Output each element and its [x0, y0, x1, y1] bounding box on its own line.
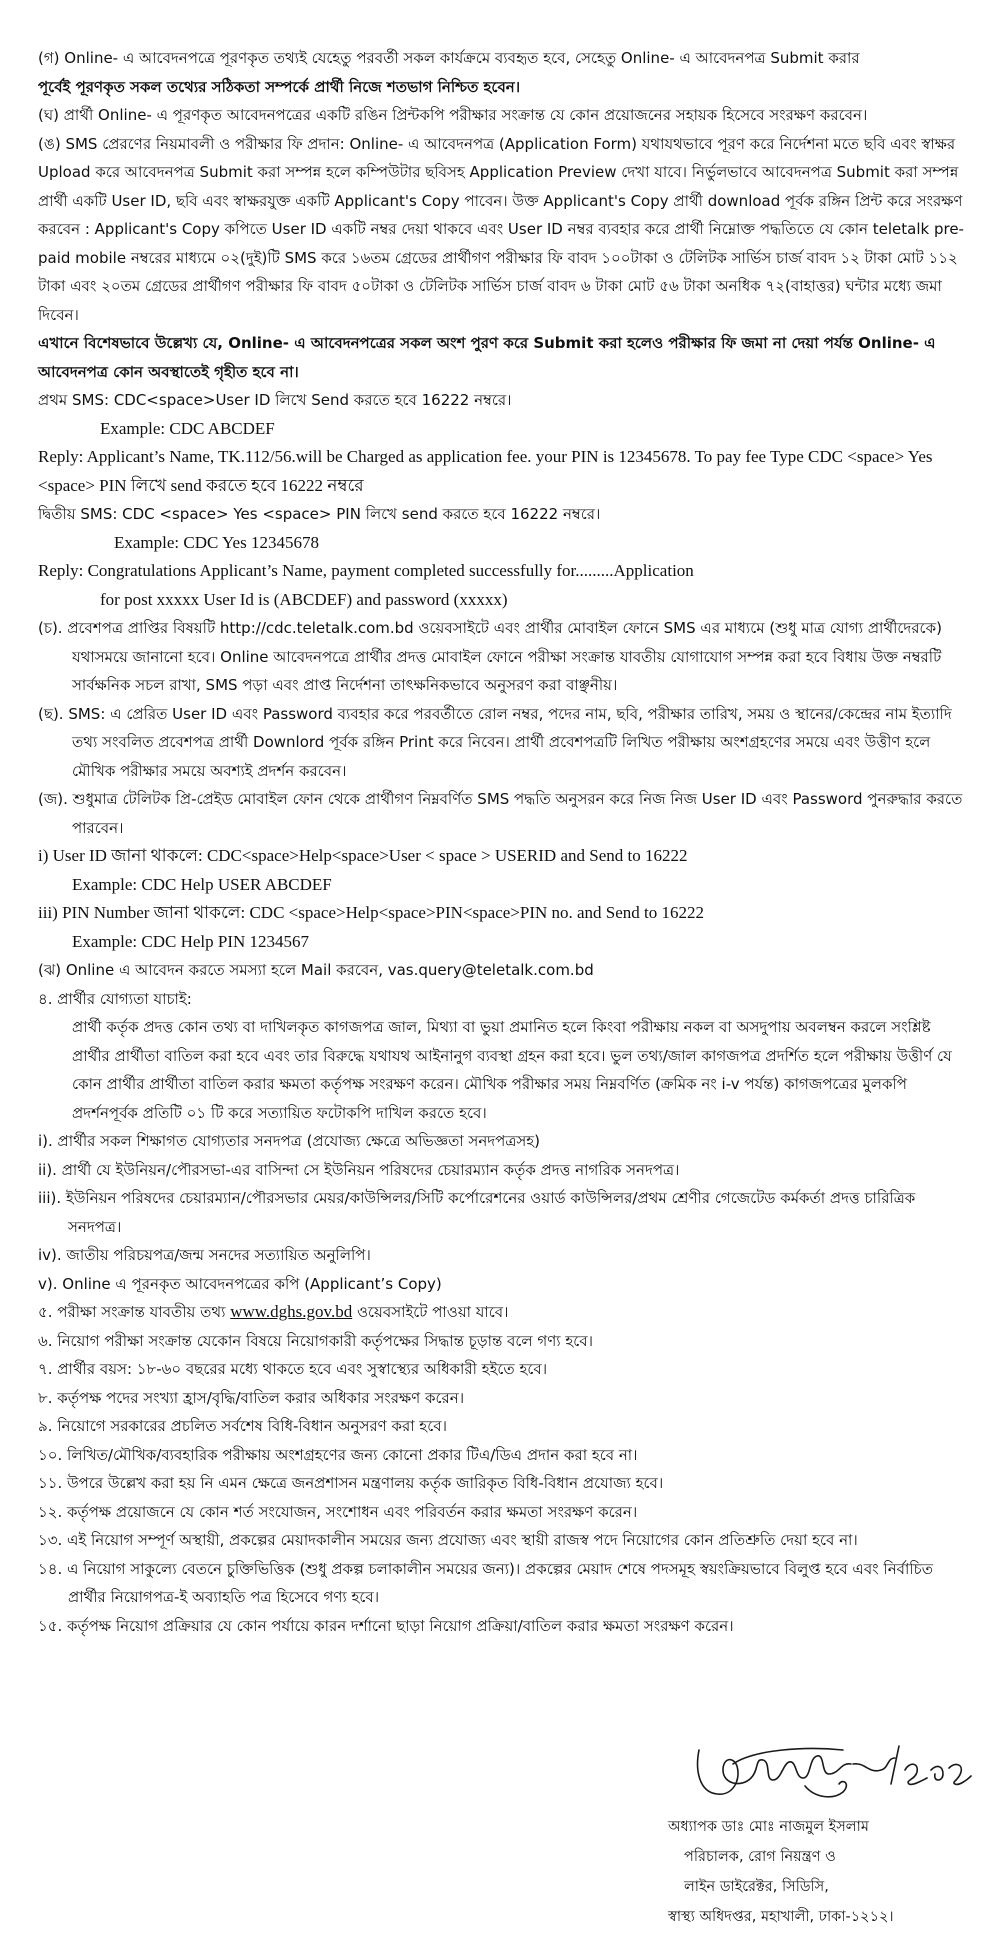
recovery-pin-example: Example: CDC Help PIN 1234567: [72, 931, 310, 951]
sms-second-example: Example: CDC Yes 12345678: [114, 532, 319, 552]
signatory-title-2: লাইন ডাইরেক্টর, সিডিসি,: [684, 1879, 829, 1895]
section4-item: ii). প্রার্থী যে ইউনিয়ন/পৌরসভা-এর বাসিন্দা সে ইউনিয়ন পরিষদের চেয়ারম্যান কর্তৃক প্রদত্ত নাগরিক সনদপত্র।: [38, 1160, 680, 1179]
para-jha: (ঝ) Online এ আবেদন করতে সমস্যা হলে Mail করবেন, vas.query@teletalk.com.bd: [38, 961, 594, 979]
para-chha: (ছ). SMS: এ প্রেরিত User ID এবং Password ব্যবহার করে পরবর্তীতে রোল নম্বর, পদের নাম, ছবি, পরীক্ষার তারিখ, সময় ও স্থানের/কেন্দ্রের নাম ইত্যাদি তথ্য সংবলিত প্রবেশপত্র প্রার্থী Downlord পূর্বক রঙ্গিন Print করে নিবেন। প্রার্থী প্রবেশপত্রটি লিখিত পরীক্ষায় অংশগ্রহণের সময়ে এবং উত্তীণ হলে মৌখিক পরীক্ষার সময়ে অবশ্যই প্রদর্শন করবেন।: [38, 704, 952, 780]
para-ja: (জ). শুধুমাত্র টেলিটক প্রি-প্রেইড মোবাইল ফোন থেকে প্রার্থীগণ নিম্নবর্ণিত SMS পদ্ধতি অনুসরন করে নিজ নিজ User ID এবং Password পুনরুদ্ধার করতে পারবেন।: [38, 790, 963, 837]
sms-reply1: Reply: Applicant’s Name, TK.112/56.will be Charged as application fee. your PIN is 12345678. To pay fee Type CDC <space> Yes <space> PIN লিখে send করতে হবে 16222 নম্বরে: [38, 447, 933, 495]
signatory-title-1: পরিচালক, রোগ নিয়ন্ত্রণ ও: [684, 1849, 836, 1865]
section4-item: iii). ইউনিয়ন পরিষদের চেয়ারম্যান/পৌরসভার মেয়র/কাউন্সিলর/সিটি কর্পোরেশনের ওয়ার্ড কাউন্সিলর/প্রথম শ্রেণীর গেজেটেড কর্মকর্তা প্রদত্ত চারিত্রিক সনদপত্র।: [38, 1189, 916, 1236]
para-uma: (ঙ) SMS প্রেরণের নিয়মাবলী ও পরীক্ষার ফি প্রদান: Online- এ আবেদনপত্র (Application Form) যথাযথভাবে পূরণ করে নির্দেশনা মতে ছবি এবং স্বাক্ষর Upload করে আবেদনপত্র Submit করা সম্পন্ন হলে কম্পিউটার ছবিসহ Application Preview দেখা যাবে। নির্ভুলভাবে আবেদনপত্র Submit করা সম্পন্ন প্রার্থী একটি User ID, ছবি এবং স্বাক্ষরযুক্ত একটি Applicant's Copy পাবেন। উক্ত Applicant's Copy প্রার্থী download পূর্বক রঙ্গিন প্রিন্ট করে সংরক্ষণ করবেন : Applicant's Copy কপিতে User ID একটি নম্বর দেয়া থাকবে এবং User ID নম্বর ব্যবহার করে প্রার্থী নিম্নোক্ত পদ্ধতিতে যে কোন teletalk pre-paid mobile নম্বরের মাধ্যমে ০২(দুই)টি SMS করে ১৬তম গ্রেডের প্রার্থীগণ পরীক্ষার ফি বাবদ ১০০টাকা ও টেলিটক সার্ভিস চার্জ বাবদ ১২ টাকা মোট ১১২ টাকা এবং ২০তম গ্রেডের প্রার্থীগণ পরীক্ষার ফি বাবদ ৫০টাকা ও টেলিটক সার্ভিস চার্জ বাবদ ৬ টাকা মোট ৫৬ টাকা অনধিক ৭২(বাহাত্তর) ঘন্টার মধ্যে জমা দিবেন।: [38, 134, 964, 324]
signatory-office: স্বাস্থ্য অধিদপ্তর, মহাখালী, ঢাকা-১২১২।: [668, 1909, 894, 1925]
recovery-user-id: i) User ID জানা থাকলে: CDC<space>Help<space>User < space > USERID and Send to 16222: [38, 846, 688, 865]
section4-item: i). প্রার্থীর সকল শিক্ষাগত যোগ্যতার সনদপত্র (প্রযোজ্য ক্ষেত্রে অভিজ্ঞতা সনদপত্রসহ): [38, 1132, 541, 1150]
section4-body: প্রার্থী কর্তৃক প্রদত্ত কোন তথ্য বা দাখিলকৃত কাগজপত্র জাল, মিথ্যা বা ভুয়া প্রমানিত হলে কিংবা পরীক্ষায় নকল বা অসদুপায় অবলম্বন করলে সংশ্লিষ্ট প্রার্থীর প্রার্থীতা বাতিল করা হবে এবং তার বিরুদ্ধে যথাযথ আইনানুগ ব্যবস্থা গ্রহন করা হবে। ভুল তথ্য/জাল কাগজপত্র প্রদর্শিত হলে পরীক্ষায় উত্তীর্ণ যে কোন প্রার্থীর প্রার্থীতা বাতিল করার ক্ষমতা কর্তৃপক্ষ সংরক্ষণ করেন। মৌখিক পরীক্ষার সময় নিম্নবর্ণিত (ক্রমিক নং i-v পর্যন্ত) কাগজপত্রের মুলকপি প্রদর্শনপূর্বক প্রতিটি ০১ টি করে সত্যায়িত ফটোকপি দাখিল করতে হবে।: [72, 1018, 952, 1122]
numbered-list: [38, 1327, 970, 1641]
signatory-name: অধ্যাপক ডাঃ মোঃ নাজমুল ইসলাম: [668, 1819, 869, 1835]
signature-block: [668, 1812, 978, 1932]
para-ga: [38, 44, 970, 101]
item-5-suffix: ওয়েবসাইটে পাওয়া যাবে।: [352, 1303, 509, 1321]
section4-item: iv). জাতীয় পরিচয়পত্র/জন্ম সনদের সত্যায়িত অনুলিপি।: [38, 1246, 371, 1264]
numbered-item: ১২. কর্তৃপক্ষ প্রয়োজনে যে কোন শর্ত সংযোজন, সংশোধন এবং পরিবর্তন করার ক্ষমতা সংরক্ষণ করেন।: [38, 1502, 638, 1521]
sms-reply2-line2: for post xxxxx User Id is (ABCDEF) and password (xxxxx): [100, 589, 508, 609]
notice-bold: এখানে বিশেষভাবে উল্লেখ্য যে, Online- এ আবেদনপত্রের সকল অংশ পুরণ করে Submit করা হলেও পরীক্ষার ফি জমা না দেয়া পর্যন্ত Online- এ আবেদনপত্র কোন অবস্থাতেই গৃহীত হবে না।: [38, 334, 936, 381]
numbered-item: ১০. লিখিত/মৌখিক/ব্যবহারিক পরীক্ষায় অংশগ্রহণের জন্য কোনো প্রকার টিএ/ডিএ প্রদান করা হবে না।: [38, 1445, 638, 1464]
recovery-pin: iii) PIN Number জানা থাকলে: CDC <space>Help<space>PIN<space>PIN no. and Send to 16222: [38, 903, 705, 922]
numbered-item: ৮. কর্তৃপক্ষ পদের সংখ্যা হ্রাস/বৃদ্ধি/বাতিল করার অধিকার সংরক্ষণ করেন।: [38, 1388, 465, 1407]
numbered-item: ৯. নিয়োগে সরকারের প্রচলিত সর্বশেষ বিধি-বিধান অনুসরণ করা হবে।: [38, 1417, 447, 1435]
recovery-user-id-example: Example: CDC Help USER ABCDEF: [72, 874, 332, 894]
numbered-item: ১৪. এ নিয়োগ সাকুল্যে বেতনে চুক্তিভিত্তিক (শুধু প্রকল্প চলাকালীন সময়ের জন্য)। প্রকল্পের মেয়াদ শেষে পদসমূহ স্বয়ংক্রিয়ভাবে বিলুপ্ত হবে এবং নির্বাচিত প্রার্থীর নিয়োগপত্র-ই অব্যাহতি পত্র হিসেবে গণ্য হবে।: [38, 1559, 933, 1606]
item-5: [38, 1298, 970, 1327]
para-cha: (চ). প্রবেশপত্র প্রাপ্তির বিষয়টি http://cdc.teletalk.com.bd ওয়েবসাইটে এবং প্রার্থীর মোবাইল ফোনে SMS এর মাধ্যমে (শুধু মাত্র যোগ্য প্রার্থীদেরকে) যথাসময়ে জানানো হবে। Online আবেদনপত্রে প্রার্থীর প্রদত্ত মোবাইল ফোনে পরীক্ষা সংক্রান্ত যাবতীয় যোগাযোগ সম্পন্ন করা হবে বিধায় উক্ত নম্বরটি সার্বক্ষনিক সচল রাখা, SMS পড়া এবং প্রাপ্ত নির্দেশনা তাৎক্ষনিকভাবে অনুসরণ করা বাঞ্ছনীয়।: [38, 619, 942, 694]
sms-first-example: Example: CDC ABCDEF: [100, 418, 275, 438]
sms-reply2-line1: Reply: Congratulations Applicant’s Name, payment completed successfully for.........Application: [38, 561, 694, 580]
dghs-website-link[interactable]: www.dghs.gov.bd: [230, 1302, 353, 1321]
numbered-item: ৭. প্রার্থীর বয়স: ১৮-৬০ বছরের মধ্যে থাকতে হবে এবং সুস্বাস্থ্যের অধিকারী হইতে হবে।: [38, 1360, 548, 1378]
numbered-item: ১৩. এই নিয়োগ সম্পূর্ণ অস্থায়ী, প্রকল্পের মেয়াদকালীন সময়ের জন্য প্রযোজ্য এবং স্থায়ী রাজস্ব পদে নিয়োগের কোন প্রতিশ্রুতি দেয়া হবে না।: [38, 1531, 858, 1549]
section4-heading: ৪. প্রার্থীর যোগ্যতা যাচাই:: [38, 989, 192, 1008]
item-5-prefix: ৫. পরীক্ষা সংক্রান্ত যাবতীয় তথ্য: [38, 1303, 231, 1321]
section4-list: [38, 1127, 970, 1298]
para-ga-line2: পূর্বেই পূরণকৃত সকল তথ্যের সঠিকতা সম্পর্কে প্রার্থী নিজে শতভাগ নিশ্চিত হবেন।: [38, 77, 521, 96]
sms-second: দ্বিতীয় SMS: CDC <space> Yes <space> PIN লিখে send করতে হবে 16222 নম্বরে।: [38, 505, 601, 523]
sms-first: প্রথম SMS: CDC<space>User ID লিখে Send করতে হবে 16222 নম্বরে।: [38, 391, 512, 409]
numbered-item: ৬. নিয়োগ পরীক্ষা সংক্রান্ত যেকোন বিষয়ে নিয়োগকারী কর্তৃপক্ষের সিদ্ধান্ত চূড়ান্ত বলে গণ্য হবে।: [38, 1331, 594, 1350]
para-ga-line1: (গ) Online- এ আবেদনপত্রে পূরণকৃত তথ্যই যেহেতু পরবর্তী সকল কার্যক্রমে ব্যবহৃত হবে, সেহেতু Online- এ আবেদনপত্র Submit করার: [38, 49, 860, 67]
para-gha: (ঘ) প্রার্থী Online- এ পূরণকৃত আবেদনপত্রের একটি রঙিন প্রিন্টকপি পরীক্ষার সংক্রান্ত যে কোন প্রয়োজনের সহায়ক হিসেবে সংরক্ষণ করবেন।: [38, 106, 868, 124]
numbered-item: ১১. উপরে উল্লেখ করা হয় নি এমন ক্ষেত্রে জনপ্রশাসন মন্ত্রণালয় কর্তৃক জারিকৃত বিধি-বিধান প্রযোজ্য হবে।: [38, 1474, 664, 1492]
section4-item: v). Online এ পূরনকৃত আবেদনপত্রের কপি (Applicant’s Copy): [38, 1274, 442, 1293]
handwritten-signature: [693, 1740, 975, 1804]
numbered-item: ১৫. কর্তৃপক্ষ নিয়োগ প্রক্রিয়ার যে কোন পর্যায়ে কারন দর্শানো ছাড়া নিয়োগ প্রক্রিয়া/বাতিল করার ক্ষমতা সংরক্ষণ করেন।: [38, 1616, 734, 1635]
